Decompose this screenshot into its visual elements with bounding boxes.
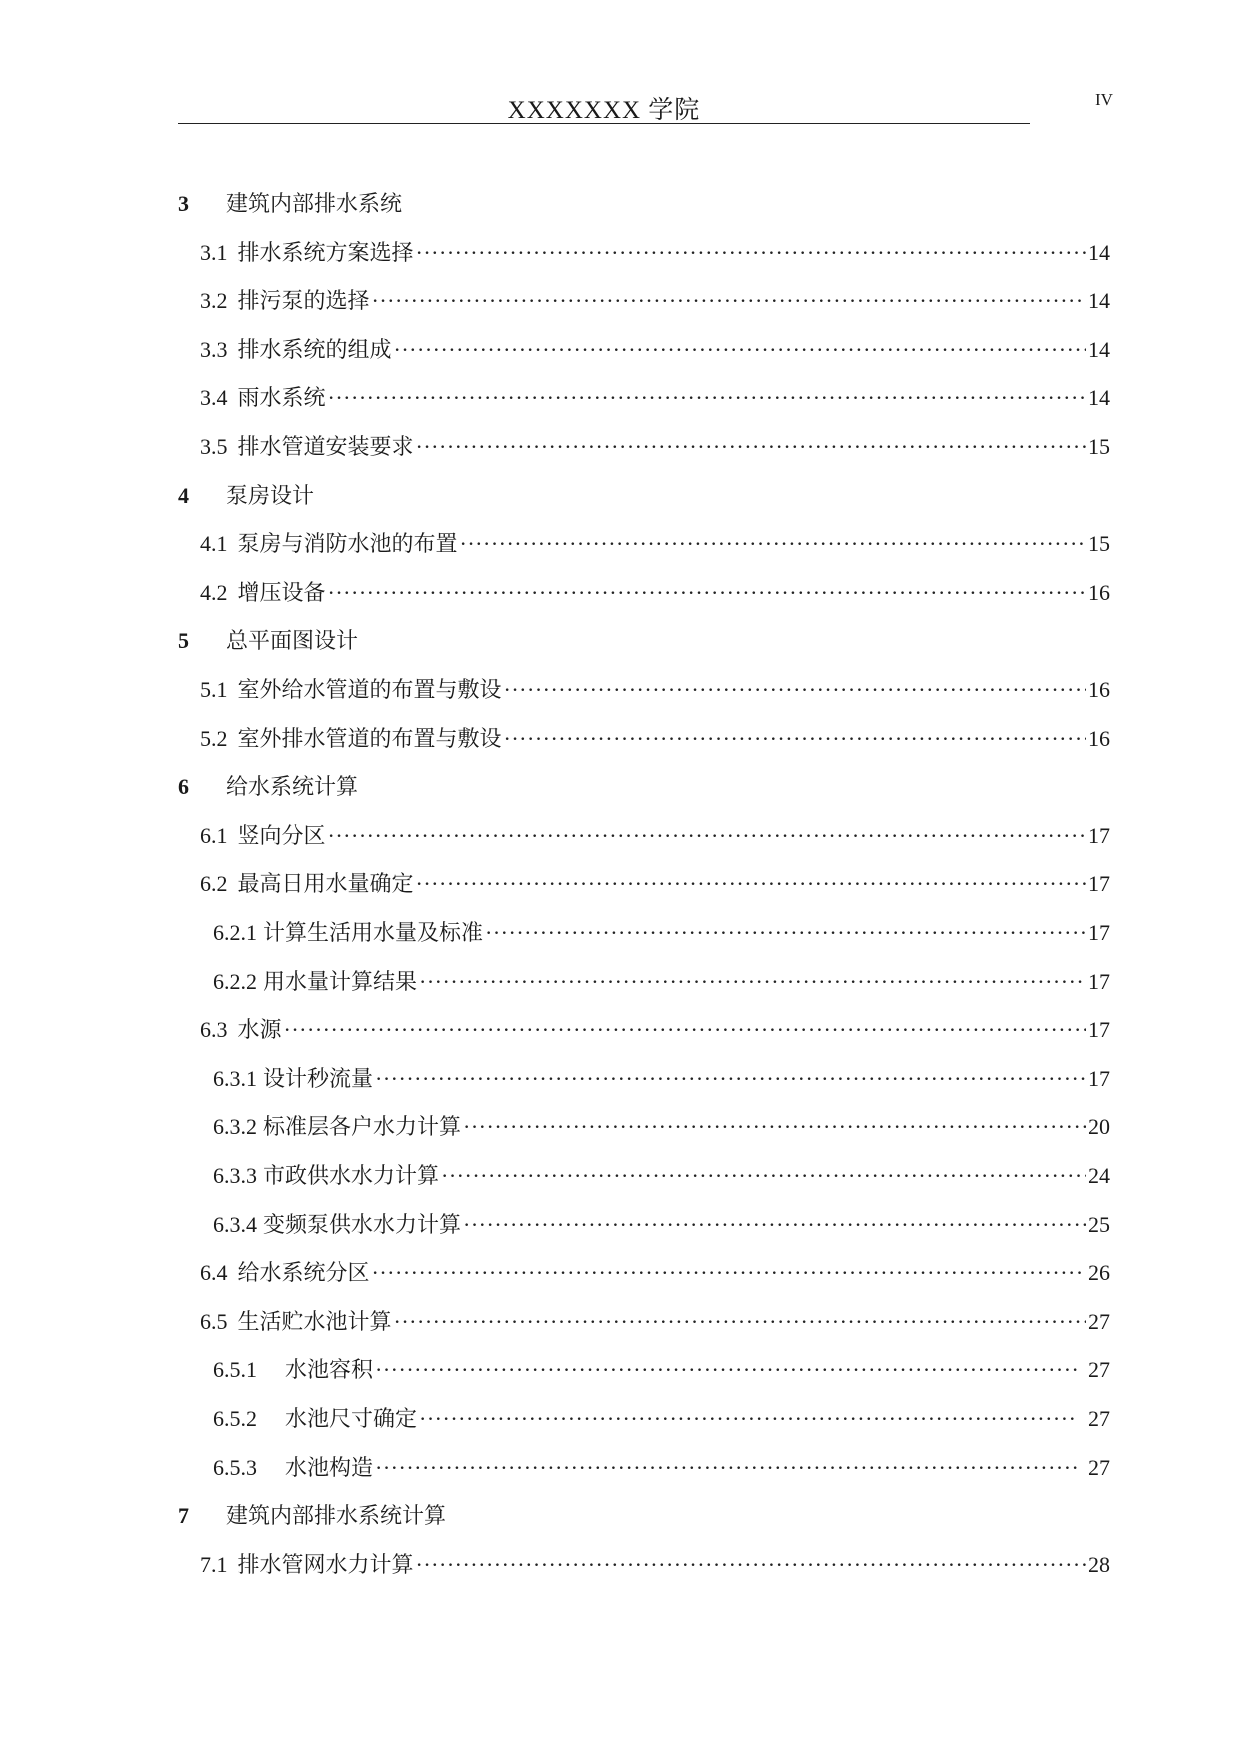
toc-entry (213, 1451, 1110, 1485)
toc-number: 6.4 (200, 1260, 228, 1285)
toc-dot-leader (328, 385, 1086, 411)
toc-chapter (178, 187, 778, 221)
toc-number: 5.2 (200, 726, 228, 751)
toc-entry (200, 381, 1110, 415)
toc-title: 排水管道安装要求 (237, 434, 414, 459)
toc-number: 6.5.2 (213, 1406, 257, 1431)
toc-title: 排污泵的选择 (237, 288, 370, 313)
toc-number: 7 (178, 1503, 189, 1528)
toc-page-number: 16 (1088, 726, 1110, 751)
page-number: IV (1095, 90, 1113, 109)
toc-number: 6 (178, 774, 189, 799)
header-title: XXXXXXX 学院 (507, 97, 701, 124)
toc-title: 设计秒流量 (263, 1066, 374, 1091)
toc-dot-leader (419, 1406, 1078, 1432)
toc-number: 3.5 (200, 434, 228, 459)
toc-entry (200, 867, 1110, 901)
toc-entry (213, 916, 1110, 950)
toc-title: 室外排水管道的布置与敷设 (237, 726, 502, 751)
toc-entry (200, 1305, 1110, 1339)
toc-page-number: 27 (1088, 1455, 1110, 1480)
toc-entry (200, 527, 1110, 561)
toc-number: 3.3 (200, 337, 228, 362)
toc-dot-leader (375, 1455, 1078, 1481)
toc-number: 6.3.1 (213, 1066, 257, 1091)
toc-entry (213, 1062, 1110, 1096)
toc-title: 排水系统方案选择 (237, 240, 414, 265)
toc-page-number: 20 (1088, 1114, 1110, 1139)
toc-page-number: 14 (1088, 337, 1110, 362)
toc-entry (200, 333, 1110, 367)
toc-entry (213, 1353, 1110, 1387)
toc-title: 竖向分区 (237, 823, 326, 848)
toc-dot-leader (463, 1114, 1086, 1140)
toc-entry (200, 722, 1110, 756)
toc-chapter (178, 624, 778, 658)
toc-dot-leader (416, 240, 1086, 266)
toc-dot-leader (375, 1357, 1078, 1383)
toc-dot-leader (485, 920, 1086, 946)
toc-number: 6.3.2 (213, 1114, 257, 1139)
toc-title: 标准层各户水力计算 (263, 1114, 462, 1139)
toc-page-number: 15 (1088, 434, 1110, 459)
toc-title: 生活贮水池计算 (237, 1309, 392, 1334)
toc-entry (213, 1159, 1110, 1193)
toc-entry (200, 673, 1110, 707)
toc-page-number: 17 (1088, 920, 1110, 945)
toc-entry (200, 1256, 1110, 1290)
toc-number: 6.3.3 (213, 1163, 257, 1188)
toc-title: 计算生活用水量及标准 (263, 920, 484, 945)
toc-title: 排水系统的组成 (237, 337, 392, 362)
toc-title: 水源 (237, 1017, 282, 1042)
toc-number: 6.5.1 (213, 1357, 257, 1382)
toc-entry (213, 1208, 1110, 1242)
toc-number: 6.2.1 (213, 920, 257, 945)
toc-page-number: 15 (1088, 531, 1110, 556)
toc-title: 总平面图设计 (226, 629, 359, 654)
toc-page-number: 14 (1088, 385, 1110, 410)
toc-number: 4.2 (200, 580, 228, 605)
toc-number: 3.4 (200, 385, 228, 410)
toc-page-number: 27 (1088, 1357, 1110, 1382)
toc-number: 6.1 (200, 823, 228, 848)
toc-page-number: 17 (1088, 1066, 1110, 1091)
toc-title: 排水管网水力计算 (237, 1552, 414, 1577)
toc-page-number: 17 (1088, 823, 1110, 848)
toc-page-number: 28 (1088, 1552, 1110, 1577)
toc-number: 4.1 (200, 531, 228, 556)
toc-entry (200, 576, 1110, 610)
toc-chapter (178, 479, 778, 513)
toc-dot-leader (394, 337, 1086, 363)
toc-title: 用水量计算结果 (263, 969, 418, 994)
toc-page-number: 25 (1088, 1212, 1110, 1237)
toc-entry (200, 430, 1110, 464)
toc-number: 3.2 (200, 288, 228, 313)
toc-dot-leader (416, 434, 1086, 460)
toc-dot-leader (504, 726, 1086, 752)
toc-number: 5 (178, 628, 189, 653)
toc-page-number: 27 (1088, 1406, 1110, 1431)
toc-page-number: 27 (1088, 1309, 1110, 1334)
toc-dot-leader (504, 677, 1086, 703)
toc-number: 6.3.4 (213, 1212, 257, 1237)
toc-title: 水池容积 (285, 1357, 374, 1382)
toc-dot-leader (416, 871, 1086, 897)
toc-entry (213, 1110, 1110, 1144)
toc-dot-leader (441, 1163, 1086, 1189)
toc-dot-leader (375, 1066, 1086, 1092)
toc-title: 泵房与消防水池的布置 (237, 531, 458, 556)
toc-entry (200, 819, 1110, 853)
toc-entry (200, 236, 1110, 270)
toc-number: 4 (178, 483, 189, 508)
toc-number: 3.1 (200, 240, 228, 265)
toc-title: 雨水系统 (237, 385, 326, 410)
toc-title: 建筑内部排水系统计算 (226, 1504, 447, 1529)
toc-dot-leader (463, 1212, 1086, 1238)
toc-title: 室外给水管道的布置与敷设 (237, 677, 502, 702)
toc-title: 水池尺寸确定 (285, 1406, 418, 1431)
toc-dot-leader (372, 288, 1086, 314)
toc-dot-leader (372, 1260, 1086, 1286)
toc-number: 3 (178, 191, 189, 216)
toc-number: 6.5 (200, 1309, 228, 1334)
toc-title: 建筑内部排水系统 (226, 192, 403, 217)
toc-number: 7.1 (200, 1552, 228, 1577)
toc-page-number: 16 (1088, 580, 1110, 605)
toc-dot-leader (284, 1017, 1086, 1043)
toc-chapter (178, 1499, 778, 1533)
toc-dot-leader (416, 1552, 1086, 1578)
toc-title: 最高日用水量确定 (237, 871, 414, 896)
toc-page-number: 26 (1088, 1260, 1110, 1285)
toc-number: 6.2 (200, 871, 228, 896)
toc-page-number: 17 (1088, 1017, 1110, 1042)
toc-title: 给水系统计算 (226, 775, 359, 800)
toc-dot-leader (419, 969, 1086, 995)
toc-entry (213, 965, 1110, 999)
toc-dot-leader (328, 823, 1086, 849)
toc-entry (200, 284, 1110, 318)
toc-title: 增压设备 (237, 580, 326, 605)
toc-title: 市政供水水力计算 (263, 1163, 440, 1188)
toc-page-number: 17 (1088, 969, 1110, 994)
toc-page-number: 14 (1088, 288, 1110, 313)
toc-entry (200, 1548, 1110, 1582)
toc-chapter (178, 770, 778, 804)
toc-page-number: 17 (1088, 871, 1110, 896)
toc-dot-leader (460, 531, 1086, 557)
toc-title: 给水系统分区 (237, 1260, 370, 1285)
toc-dot-leader (328, 580, 1086, 606)
toc-title: 水池构造 (285, 1455, 374, 1480)
toc-dot-leader (394, 1309, 1086, 1335)
toc-entry (200, 1013, 1110, 1047)
toc-number: 6.5.3 (213, 1455, 257, 1480)
toc-title: 泵房设计 (226, 484, 315, 509)
toc-number: 6.3 (200, 1017, 228, 1042)
toc-title: 变频泵供水水力计算 (263, 1212, 462, 1237)
toc-number: 5.1 (200, 677, 228, 702)
toc-number: 6.2.2 (213, 969, 257, 994)
toc-page-number: 24 (1088, 1163, 1110, 1188)
toc-entry (213, 1402, 1110, 1436)
toc-page-number: 14 (1088, 240, 1110, 265)
toc-page-number: 16 (1088, 677, 1110, 702)
